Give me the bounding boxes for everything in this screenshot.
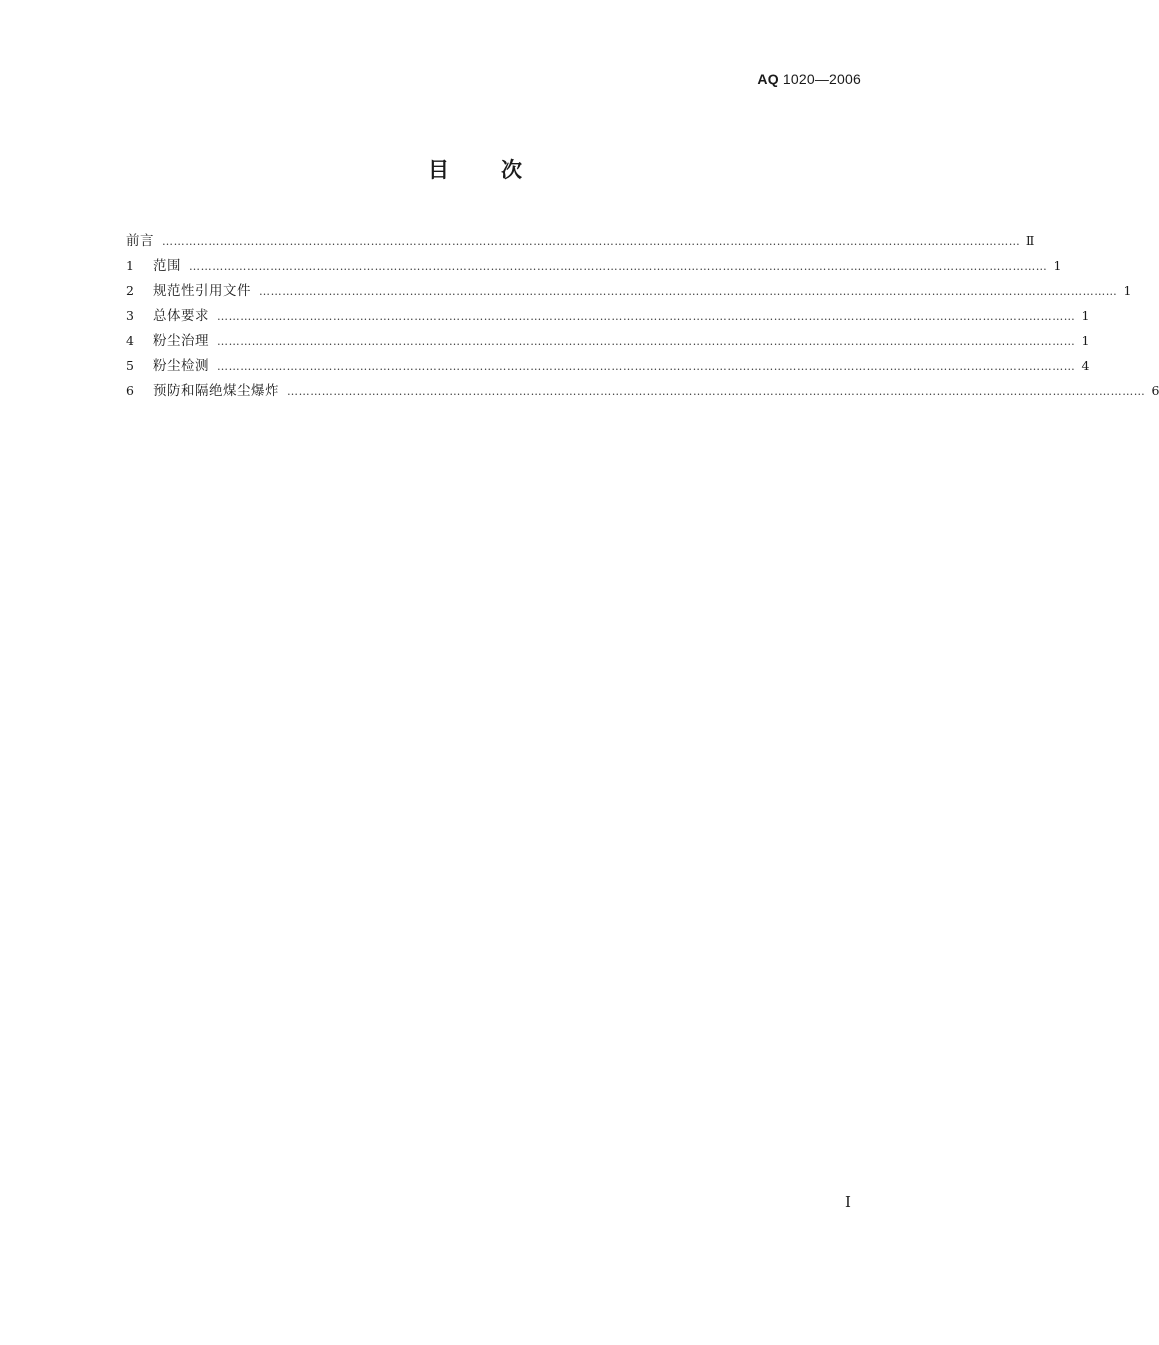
toc-entry-3[interactable] — [126, 306, 1090, 331]
page-folio: I — [845, 1193, 851, 1211]
toc-entry-number: 4 — [126, 333, 134, 348]
toc-dot-leader: …………………………………………………………………………………………………………………………………………………………………………………………………… — [189, 260, 1048, 273]
toc-dot-leader: …………………………………………………………………………………………………………………………………………………………………………………………………… — [217, 360, 1076, 373]
page-title: 目次 — [428, 158, 574, 182]
toc-entry-number: 3 — [126, 308, 134, 323]
toc-entry-page: Ⅱ — [1025, 233, 1035, 248]
toc-entry-page: 1 — [1081, 308, 1090, 323]
toc-dot-leader: …………………………………………………………………………………………………………………………………………………………………………………………………… — [217, 310, 1076, 323]
toc-entry-label: 范围 — [153, 258, 181, 274]
toc-entry-label: 预防和隔绝煤尘爆炸 — [153, 383, 279, 399]
toc-entry-label: 规范性引用文件 — [153, 283, 251, 299]
toc-entry-label: 粉尘检测 — [153, 358, 209, 374]
toc-dot-leader: …………………………………………………………………………………………………………………………………………………………………………………………………… — [217, 335, 1076, 348]
toc-entry-page: 6 — [1151, 383, 1159, 398]
toc-entry-number: 6 — [126, 383, 134, 398]
toc-dot-leader: …………………………………………………………………………………………………………………………………………………………………………………………………… — [162, 235, 1021, 248]
toc-entry-page: 1 — [1053, 258, 1062, 273]
toc-entry-4[interactable] — [126, 331, 1090, 356]
standard-number: 1020—2006 — [782, 71, 861, 87]
toc-dot-leader: …………………………………………………………………………………………………………………………………………………………………………………………………… — [287, 385, 1146, 398]
toc-entry-number: 2 — [126, 283, 134, 298]
toc-entry-label: 前言 — [126, 233, 154, 249]
standard-prefix: AQ — [757, 71, 779, 87]
standard-code — [757, 71, 861, 87]
toc-entry-label: 总体要求 — [153, 308, 209, 324]
toc-entry-number: 5 — [126, 358, 134, 373]
toc-entry-page: 1 — [1123, 283, 1132, 298]
table-of-contents — [126, 231, 1159, 406]
toc-entry-6[interactable] — [126, 381, 1159, 406]
toc-entry-5[interactable] — [126, 356, 1090, 381]
toc-entry-label: 粉尘治理 — [153, 333, 209, 349]
toc-dot-leader: …………………………………………………………………………………………………………………………………………………………………………………………………… — [259, 285, 1118, 298]
toc-entry-foreword[interactable] — [126, 231, 1035, 256]
toc-entry-page: 4 — [1081, 358, 1090, 373]
toc-entry-2[interactable] — [126, 281, 1132, 306]
toc-entry-number: 1 — [126, 258, 134, 273]
toc-entry-page: 1 — [1081, 333, 1090, 348]
toc-entry-1[interactable] — [126, 256, 1062, 281]
